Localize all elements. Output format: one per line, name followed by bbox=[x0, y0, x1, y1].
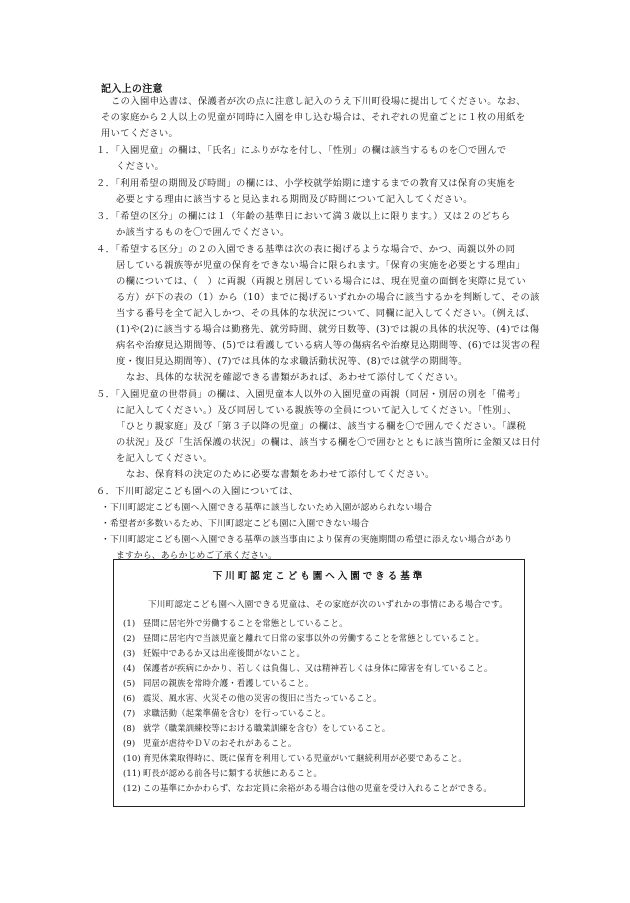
criteria-number: (9) bbox=[123, 738, 136, 748]
criteria-item bbox=[123, 752, 467, 764]
note-1-line: ください。 bbox=[116, 161, 165, 172]
criteria-text: 昼間に居宅外で労働することを常態としていること。 bbox=[143, 618, 348, 628]
note-5-line: なお、保育料の決定のために必要な書類をあわせて添付してください。 bbox=[126, 469, 435, 480]
notes-heading: 記入上の注意 bbox=[101, 84, 163, 95]
criteria-intro: 下川町認定こども園へ入園できる児童は、その家庭が次のいずれかの事情にある場合です。 bbox=[148, 600, 508, 610]
note-4-line: (1)や(2)に該当する場合は勤務先、就労時間、就労日数等、(3)では親の具体的状況等、(4)では傷 bbox=[116, 324, 540, 335]
criteria-item bbox=[123, 692, 382, 704]
criteria-number: (6) bbox=[123, 693, 136, 703]
note-5-line: の状況」及び「生活保護の状況」の欄は、該当する欄を〇で囲むとともに該当箇所に金額又は日付 bbox=[116, 437, 541, 448]
note-6-bullet: ・希望者が多数いるため、下川町認定こども園に入園できない場合 bbox=[101, 519, 370, 529]
criteria-item bbox=[123, 662, 493, 674]
note-4-line: ４．「希望する区分」の２の入園できる基準は次の表に掲げるような場合で、かつ、両親以外の同 bbox=[96, 244, 516, 255]
criteria-item bbox=[123, 617, 348, 629]
criteria-number: (11) bbox=[123, 768, 141, 778]
criteria-item bbox=[123, 677, 314, 689]
criteria-text: 児童が虐待やＤＶのおそれがあること。 bbox=[143, 738, 297, 748]
note-5-line: ５．「入園児童の世帯員」の欄は、入園児童本人以外の入園児童の両親（同居・別居の別を「備考」 bbox=[96, 389, 526, 400]
note-5-line: を記入してください。 bbox=[116, 453, 213, 464]
criteria-item bbox=[123, 737, 296, 749]
note-3-line: ３．「希望の区分」の欄には１（年齢の基準日において満３歳以上に限ります。）又は２のどちら bbox=[96, 211, 511, 222]
criteria-text: 町長が認める前各号に類する状態にあること。 bbox=[143, 768, 323, 778]
criteria-text: 保護者が疾病にかかり、若しくは負傷し、又は精神若しくは身体に障害を有していること。 bbox=[143, 663, 493, 673]
note-1-line: １．「入園児童」の欄は、「氏名」にふりがなを付し、「性別」の欄は該当するものを〇で囲んで bbox=[96, 145, 507, 156]
note-6-line: ６．下川町認定こども園への入園については、 bbox=[96, 486, 299, 497]
criteria-number: (1) bbox=[123, 618, 136, 628]
criteria-number: (5) bbox=[123, 678, 136, 688]
body-line: この入園申込書は、保護者が次の点に注意し記入のうえ下川町役場に提出してください。なお、 bbox=[111, 96, 526, 107]
criteria-item bbox=[123, 647, 305, 659]
body-line: 用いてください。 bbox=[101, 128, 179, 139]
note-3-line: か該当するものを〇で囲んでください。 bbox=[116, 227, 290, 238]
criteria-item bbox=[123, 632, 484, 644]
note-4-line: る方）が下の表の（1）から（10）までに掲げるいずれかの場合に該当するかを判断して、その該 bbox=[116, 292, 540, 303]
criteria-number: (2) bbox=[123, 633, 136, 643]
criteria-item bbox=[123, 722, 390, 734]
criteria-number: (4) bbox=[123, 663, 136, 673]
criteria-text: 震災、風水害、火災その他の災害の復旧に当たっていること。 bbox=[143, 693, 382, 703]
note-6-bullet: ・下川町認定こども園へ入園できる基準に該当しないため入園が認められない場合 bbox=[101, 503, 433, 513]
note-4-line: 居している親族等が児童の保育をできない場合に限られます。「保育の実施を必要とする理由」 bbox=[116, 260, 526, 271]
criteria-text: この基準にかかわらず、なお定員に余裕がある場合は他の児童を受け入れることができる。 bbox=[143, 783, 492, 793]
criteria-text: 求職活動（起業準備を含む）を行っていること。 bbox=[143, 708, 331, 718]
criteria-number: (10) bbox=[123, 753, 141, 763]
note-4-line: 病名や治療見込期間等、(5)では看護している病人等の傷病名や治療見込期間等、(6)では災害の程 bbox=[116, 340, 540, 351]
note-4-line: なお、具体的な状況を確認できる書類があれば、あわせて添付してください。 bbox=[126, 372, 464, 383]
criteria-number: (3) bbox=[123, 648, 136, 658]
note-2-line: 必要とする理由に該当すると見込まれる期間及び時間について記入してください。 bbox=[116, 194, 473, 205]
note-4-line: 度・復旧見込期間等）、(7)では具体的な求職活動状況等、(8)では就学の期間等。 bbox=[116, 356, 468, 367]
criteria-text: 昼間に居宅内で当該児童と離れて日常の家事以外の労働することを常態としていること。 bbox=[143, 633, 484, 643]
criteria-text: 妊娠中であるか又は出産後間がないこと。 bbox=[143, 648, 305, 658]
criteria-title: 下川町認定こども園へ入園できる基準 bbox=[212, 571, 426, 582]
criteria-item bbox=[123, 767, 322, 779]
criteria-number: (8) bbox=[123, 723, 136, 733]
criteria-text: 育児休業取得時に、既に保育を利用している児童がいて継続利用が必要であること。 bbox=[143, 753, 467, 763]
admission-criteria-box bbox=[113, 559, 525, 807]
note-2-line: ２．「利用希望の期間及び時間」の欄には、小学校就学始期に達するまでの教育又は保育の実施を bbox=[96, 178, 516, 189]
criteria-number: (7) bbox=[123, 708, 136, 718]
note-5-line: 「ひとり親家庭」及び「第３子以降の児童」の欄は、該当する欄を〇で囲んでください。「課税 bbox=[116, 421, 527, 432]
criteria-item bbox=[123, 707, 331, 719]
note-6-line: ますから、あらかじめご了承ください。 bbox=[116, 551, 278, 561]
note-6-bullet: ・下川町認定こども園へ入園できる基準の該当事由により保育の実施期間の希望に添えない場合があり bbox=[101, 535, 513, 545]
criteria-text: 同居の親族を常時介護・看護していること。 bbox=[143, 678, 314, 688]
criteria-text: 就学（職業訓練校等における職業訓練を含む）をしていること。 bbox=[143, 723, 391, 733]
criteria-number: (12) bbox=[123, 783, 141, 793]
criteria-item bbox=[123, 782, 492, 794]
note-4-line: 当する番号を全て記入しかつ、その具体的な状況について、同欄に記入してください。（例えば、 bbox=[116, 308, 536, 319]
note-5-line: に記入してください。）及び同居している親族等の全員について記入してください。「性別」、 bbox=[116, 405, 517, 416]
body-line: その家庭から２人以上の児童が同時に入園を申し込む場合は、それぞれの児童ごとに１枚の用紙を bbox=[101, 112, 526, 123]
note-4-line: の欄については、（ ）に両親（両親と別居している場合には、現在児童の面倒を実際に見てい bbox=[116, 276, 526, 287]
